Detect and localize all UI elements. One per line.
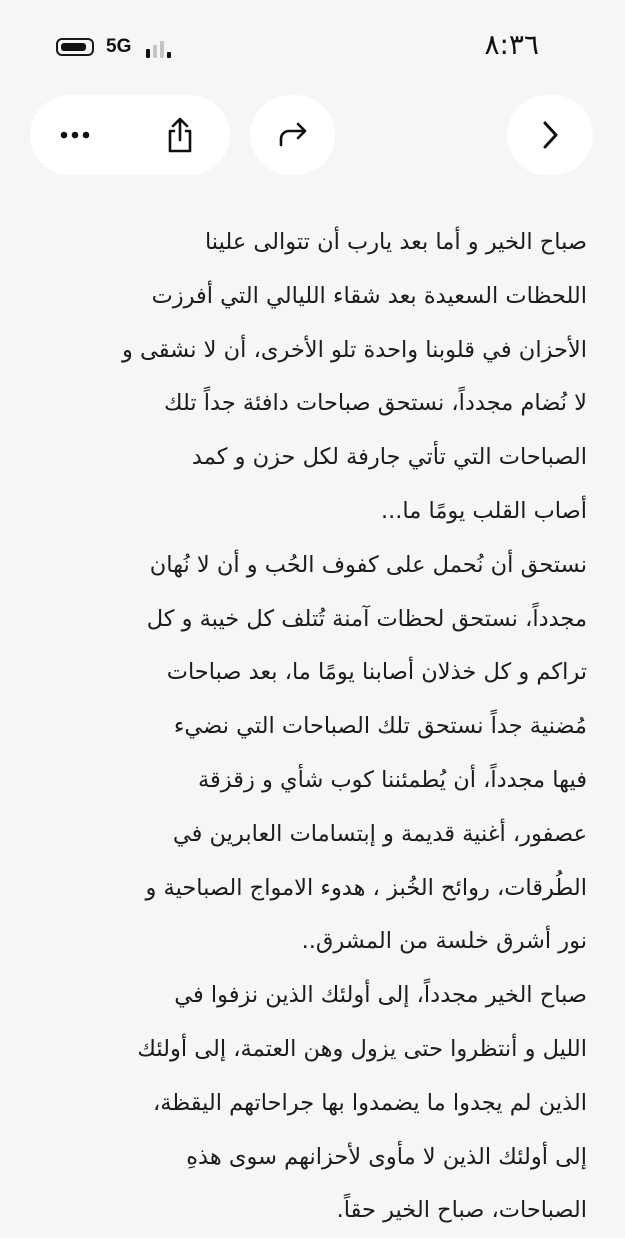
article-line: الصباحات التي تأتي جارفة لكل حزن و كمد xyxy=(191,444,587,471)
article-body xyxy=(105,216,587,1238)
article-line: صباح الخير مجدداً، إلى أولئك الذين نزفوا في xyxy=(174,982,587,1009)
toolbar-actions-group xyxy=(30,95,230,175)
next-button-icon-wrap xyxy=(507,95,593,175)
more-button[interactable] xyxy=(30,95,120,175)
battery-icon xyxy=(56,38,94,56)
article-line: أصاب القلب يومًا ما... xyxy=(380,497,587,524)
article-line: مجدداً، نستحق لحظات آمنة تُتلف كل خيبة و كل xyxy=(146,605,587,632)
article-line: نور أشرق خلسة من المشرق.. xyxy=(301,928,587,955)
forward-button-icon-wrap xyxy=(250,95,335,175)
network-type: 5G xyxy=(106,36,132,57)
article-line: الطُرقات، روائح الخُبز ، هدوء الامواج الصباحية و xyxy=(145,874,587,901)
next-button[interactable] xyxy=(507,95,593,175)
share-icon xyxy=(165,116,195,154)
article-line: نستحق أن نُحمل على كفوف الحُب و أن لا نُهان xyxy=(149,551,587,578)
ellipsis-icon xyxy=(60,131,90,139)
article-line: الليل و أنتظروا حتى يزول وهن العتمة، إلى أولئك xyxy=(137,1035,587,1062)
share-button[interactable] xyxy=(135,95,225,175)
chevron-right-icon xyxy=(541,120,559,150)
browser-toolbar xyxy=(0,95,625,175)
signal-icon xyxy=(146,38,178,58)
forward-arrow-icon xyxy=(276,121,310,149)
article-line: الأحزان في قلوبنا واحدة تلو الأخرى، أن لا نشقى و xyxy=(122,336,587,363)
article-line: تراكم و كل خذلان أصابنا يومًا ما، بعد صباحات xyxy=(166,659,587,686)
article-line: الذين لم يجدوا ما يضمدوا بها جراحاتهم اليقظة، xyxy=(152,1089,587,1116)
article-line: صباح الخير و أما بعد يارب أن تتوالى علينا xyxy=(204,229,587,255)
article-line: مُضنية جداً نستحق تلك الصباحات التي نضيء xyxy=(173,713,587,740)
article-line: فيها مجدداً، أن يُطمئننا كوب شأي و زقزقة xyxy=(197,766,587,793)
article-line: الصباحات، صباح الخير حقاً. xyxy=(336,1197,587,1224)
article-line: اللحظات السعيدة بعد شقاء الليالي التي أفرزت xyxy=(151,282,587,309)
status-bar xyxy=(0,0,625,90)
article-line: عصفور، أغنية قديمة و إبتسامات العابرين في xyxy=(172,820,587,847)
forward-button[interactable] xyxy=(250,95,335,175)
article-line: إلى أولئك الذين لا مأوى لأحزانهم سوى هذهِ xyxy=(186,1143,587,1170)
article-line: لا نُضام مجدداً، نستحق صباحات دافئة جداً تلك xyxy=(163,390,587,417)
status-time: ٨:٣٦ xyxy=(484,28,539,61)
